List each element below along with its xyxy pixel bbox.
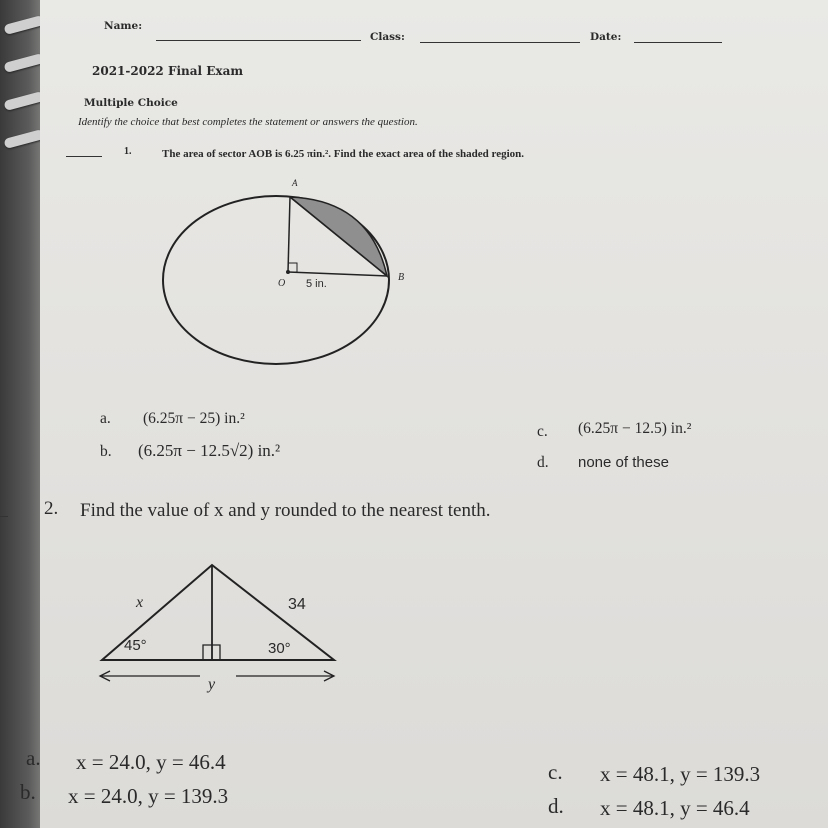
q2-choice-a-letter[interactable]: a. [26,746,41,770]
q2-choice-b-text[interactable]: x = 24.0, y = 139.3 [68,784,229,808]
q2-choice-c-text[interactable]: x = 48.1, y = 139.3 [600,762,761,786]
q1-choice-d-letter[interactable]: d. [537,454,549,471]
q2-text: Find the value of x and y rounded to the nearest tenth. [80,500,491,521]
angle-30: 30° [268,640,291,657]
instructions: Identify the choice that best completes the statement or answers the question. [78,116,418,128]
exam-title: 2021-2022 Final Exam [92,64,244,78]
q1-choice-a-text[interactable]: (6.25π − 25) in.² [143,410,245,427]
q2-number: 2. [44,498,59,519]
q2-choice-d-letter[interactable]: d. [548,794,564,818]
label-O: O [278,278,286,289]
class-label: Class: [370,31,405,43]
q2-choice-c-letter[interactable]: c. [548,760,563,784]
section-title: Multiple Choice [84,97,178,109]
q1-choice-c-text[interactable]: (6.25π − 12.5) in.² [578,420,692,437]
q2-choice-a-text[interactable]: x = 24.0, y = 46.4 [76,750,226,774]
label-B: B [398,272,405,283]
label-y: y [208,676,216,693]
label-34: 34 [288,596,306,613]
exam-paper [20,0,828,828]
name-label: Name: [104,20,143,32]
q1-number: 1. [124,146,132,157]
binder-ring [3,15,44,35]
q1-choice-b-text[interactable]: (6.25π − 12.5√2) in.² [138,441,281,460]
date-label: Date: [590,31,622,43]
label-x: x [136,594,144,611]
binder-ring [3,91,44,111]
q1-text: The area of sector AOB is 6.25 πin.². Find the exact area of the shaded region. [162,148,525,160]
q2-answer-blank [0,516,8,517]
q2-choice-d-text[interactable]: x = 48.1, y = 46.4 [600,796,750,820]
q1-choice-b-letter[interactable]: b. [100,443,112,460]
angle-45: 45° [124,637,147,654]
q2-figure [40,0,828,828]
radius-label: 5 in. [306,278,327,290]
q1-choice-d-text[interactable]: none of these [578,454,669,471]
q2-choice-b-letter[interactable]: b. [20,780,36,804]
q1-choice-a-letter[interactable]: a. [100,410,111,427]
label-A: A [292,178,298,188]
binder-ring [3,129,44,149]
q1-choice-c-letter[interactable]: c. [537,423,548,440]
binder-ring [3,53,44,73]
